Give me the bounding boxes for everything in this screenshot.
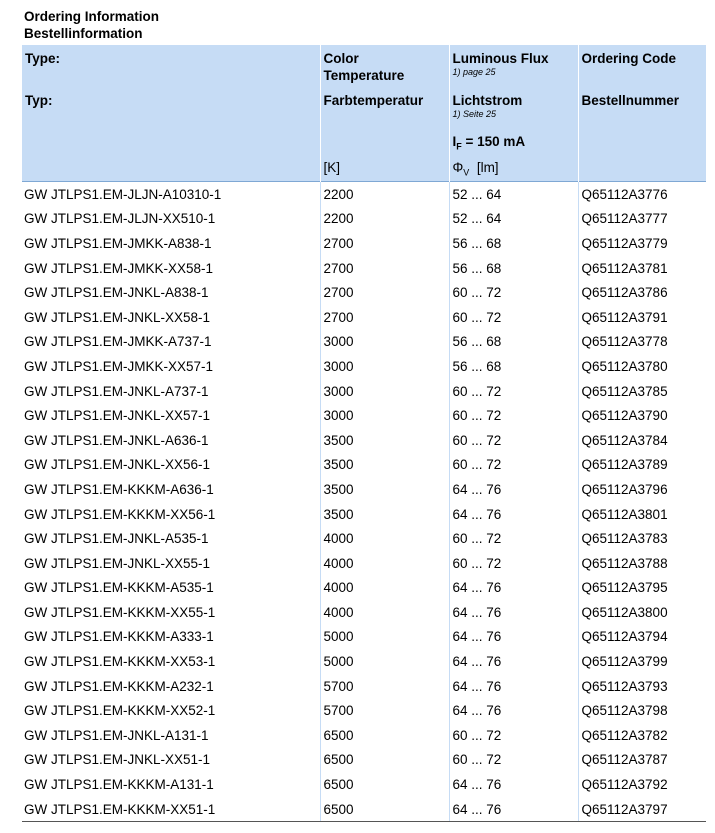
cell-luminous-flux: 60 ... 72: [449, 723, 578, 748]
cell-luminous-flux: 64 ... 76: [449, 576, 578, 601]
cell-color-temperature: 4000: [320, 526, 449, 551]
cell-type: GW JTLPS1.EM-JNKL-A131-1: [24, 727, 209, 743]
table-row: [22, 453, 706, 478]
cell-color-temperature: 3500: [320, 502, 449, 527]
table-row: [22, 526, 706, 551]
cell-color-temperature: 2700: [320, 305, 449, 330]
header-type-en: Type:: [25, 51, 61, 66]
cell-luminous-flux: 64 ... 76: [449, 625, 578, 650]
cell-color-temperature: 3500: [320, 477, 449, 502]
table-row: [22, 797, 706, 822]
cell-type: GW JTLPS1.EM-JNKL-XX55-1: [24, 555, 211, 571]
header-color-temperature: [320, 45, 449, 182]
cell-ordering-code: Q65112A3776: [578, 182, 706, 207]
cell-type: GW JTLPS1.EM-JNKL-XX57-1: [24, 408, 211, 424]
cell-ordering-code: Q65112A3789: [578, 453, 706, 478]
cell-type: GW JTLPS1.EM-JNKL-XX56-1: [24, 457, 211, 473]
header-ordering-code: [578, 45, 706, 182]
header-flux-en-footnote: 1) page 25: [452, 67, 496, 77]
header-cct-en: [324, 50, 405, 84]
table-row: [22, 748, 706, 773]
cell-color-temperature: 4000: [320, 576, 449, 601]
cell-type: GW JTLPS1.EM-KKKM-XX51-1: [22, 797, 320, 822]
cell-type: GW JTLPS1.EM-JNKL-A838-1: [24, 285, 209, 301]
cell-luminous-flux: 60 ... 72: [449, 551, 578, 576]
cell-luminous-flux: 64 ... 76: [449, 600, 578, 625]
table-row: [22, 477, 706, 502]
header-code-de: Bestellnummer: [581, 93, 680, 108]
table-row: [22, 354, 706, 379]
table-row: [22, 674, 706, 699]
cell-type: GW JTLPS1.EM-KKKM-A333-1: [24, 629, 214, 645]
cell-luminous-flux: 56 ... 68: [449, 231, 578, 256]
cell-type: GW JTLPS1.EM-KKKM-XX52-1: [24, 703, 216, 719]
cell-ordering-code: Q65112A3787: [578, 748, 706, 773]
cell-type: GW JTLPS1.EM-KKKM-A232-1: [24, 678, 214, 694]
header-flux-unit: [453, 160, 499, 178]
cell-luminous-flux: 60 ... 72: [449, 428, 578, 453]
cell-luminous-flux: 64 ... 76: [449, 698, 578, 723]
cell-ordering-code: Q65112A3790: [578, 403, 706, 428]
table-row: [22, 330, 706, 355]
cell-ordering-code: Q65112A3784: [578, 428, 706, 453]
ordering-table: [22, 45, 706, 822]
cell-luminous-flux: 56 ... 68: [449, 354, 578, 379]
table-row: [22, 182, 706, 207]
table-row: [22, 256, 706, 281]
header-flux-en: [453, 50, 549, 78]
cell-color-temperature: 2700: [320, 280, 449, 305]
cell-luminous-flux: 56 ... 68: [449, 330, 578, 355]
cell-color-temperature: 2700: [320, 256, 449, 281]
cell-ordering-code: Q65112A3798: [578, 698, 706, 723]
cell-ordering-code: Q65112A3786: [578, 280, 706, 305]
header-luminous-flux: [449, 45, 578, 182]
cell-type: GW JTLPS1.EM-JMKK-XX57-1: [24, 358, 214, 374]
cell-color-temperature: 3000: [320, 403, 449, 428]
cell-luminous-flux: 64 ... 76: [449, 797, 578, 822]
table-row: [22, 723, 706, 748]
cell-type: GW JTLPS1.EM-KKKM-XX53-1: [24, 654, 216, 670]
cell-luminous-flux: 64 ... 76: [449, 649, 578, 674]
cell-type: GW JTLPS1.EM-KKKM-XX55-1: [24, 604, 216, 620]
cell-ordering-code: Q65112A3791: [578, 305, 706, 330]
table-header-row: [22, 45, 706, 182]
table-row: [22, 207, 706, 232]
table-row: [22, 428, 706, 453]
cell-color-temperature: 2200: [320, 207, 449, 232]
table-row: [22, 576, 706, 601]
cell-ordering-code: Q65112A3781: [578, 256, 706, 281]
table-row: [22, 551, 706, 576]
header-cct-de: Farbtemperatur: [323, 93, 424, 108]
condition-symbol: I: [452, 134, 457, 149]
table-row: [22, 600, 706, 625]
header-type-de: Typ:: [25, 93, 53, 108]
table-row: [22, 280, 706, 305]
flux-symbol: Φ: [452, 160, 464, 175]
heading-english: Ordering Information: [24, 9, 159, 24]
table-row: [22, 625, 706, 650]
section-heading: [24, 8, 159, 42]
cell-ordering-code: Q65112A3800: [578, 600, 706, 625]
cell-color-temperature: 6500: [320, 748, 449, 773]
cell-type: GW JTLPS1.EM-JNKL-A737-1: [24, 383, 209, 399]
cell-color-temperature: 3000: [320, 354, 449, 379]
cell-color-temperature: 4000: [320, 600, 449, 625]
cell-ordering-code: Q65112A3778: [578, 330, 706, 355]
cell-luminous-flux: 56 ... 68: [449, 256, 578, 281]
cell-ordering-code: Q65112A3795: [578, 576, 706, 601]
table-row: [22, 305, 706, 330]
table-row: [22, 649, 706, 674]
cell-luminous-flux: 60 ... 72: [449, 403, 578, 428]
header-flux-de-label: Lichtstrom: [452, 93, 523, 108]
cell-luminous-flux: 64 ... 76: [449, 674, 578, 699]
cell-type: GW JTLPS1.EM-JNKL-A535-1: [24, 531, 209, 547]
header-flux-en-label: Luminous Flux: [452, 51, 549, 66]
cell-luminous-flux: 60 ... 72: [449, 280, 578, 305]
flux-subscript: V: [463, 167, 470, 178]
cell-type: GW JTLPS1.EM-JMKK-A737-1: [24, 334, 212, 350]
cell-color-temperature: 3500: [320, 428, 449, 453]
cell-color-temperature: 3500: [320, 453, 449, 478]
cell-luminous-flux: 52 ... 64: [449, 207, 578, 232]
header-flux-de-footnote: 1) Seite 25: [452, 109, 497, 119]
table-row: [22, 231, 706, 256]
heading-german: Bestellinformation: [24, 26, 143, 41]
cell-luminous-flux: 60 ... 72: [449, 453, 578, 478]
cell-type: GW JTLPS1.EM-JNKL-A636-1: [24, 432, 209, 448]
cell-ordering-code: Q65112A3777: [578, 207, 706, 232]
cell-ordering-code: Q65112A3794: [578, 625, 706, 650]
cell-color-temperature: 3000: [320, 379, 449, 404]
cell-color-temperature: 5000: [320, 625, 449, 650]
cell-luminous-flux: 64 ... 76: [449, 772, 578, 797]
cell-luminous-flux: 60 ... 72: [449, 748, 578, 773]
cell-luminous-flux: 52 ... 64: [449, 182, 578, 207]
cell-ordering-code: Q65112A3779: [578, 231, 706, 256]
cell-ordering-code: Q65112A3797: [578, 797, 706, 822]
table-body: [22, 182, 706, 822]
cell-ordering-code: Q65112A3801: [578, 502, 706, 527]
condition-subscript: F: [456, 141, 462, 152]
cell-ordering-code: Q65112A3793: [578, 674, 706, 699]
cell-color-temperature: 6500: [320, 797, 449, 822]
cell-color-temperature: 6500: [320, 772, 449, 797]
cell-color-temperature: 3000: [320, 330, 449, 355]
cell-type: GW JTLPS1.EM-KKKM-A131-1: [24, 777, 214, 793]
header-cct-unit: [K]: [323, 160, 341, 175]
cell-type: GW JTLPS1.EM-KKKM-A535-1: [24, 580, 214, 596]
cell-luminous-flux: 60 ... 72: [449, 526, 578, 551]
table-row: [22, 698, 706, 723]
table-row: [22, 379, 706, 404]
table-row: [22, 403, 706, 428]
cell-color-temperature: 5000: [320, 649, 449, 674]
cell-luminous-flux: 60 ... 72: [449, 379, 578, 404]
header-flux-de: [453, 92, 523, 120]
condition-value: = 150 mA: [461, 134, 526, 149]
cell-type: GW JTLPS1.EM-JLJN-A10310-1: [22, 182, 320, 207]
header-cct-en-line2: Temperature: [323, 68, 405, 83]
header-type: [22, 45, 320, 182]
cell-ordering-code: Q65112A3783: [578, 526, 706, 551]
cell-luminous-flux: 64 ... 76: [449, 477, 578, 502]
header-cct-en-line1: Color: [323, 51, 359, 66]
cell-ordering-code: Q65112A3782: [578, 723, 706, 748]
cell-ordering-code: Q65112A3785: [578, 379, 706, 404]
cell-type: GW JTLPS1.EM-JMKK-XX58-1: [24, 260, 214, 276]
cell-type: GW JTLPS1.EM-KKKM-A636-1: [24, 481, 214, 497]
table-row: [22, 772, 706, 797]
cell-ordering-code: Q65112A3780: [578, 354, 706, 379]
table-row: [22, 502, 706, 527]
cell-color-temperature: 6500: [320, 723, 449, 748]
header-flux-condition: [453, 134, 526, 152]
cell-ordering-code: Q65112A3799: [578, 649, 706, 674]
cell-type: GW JTLPS1.EM-KKKM-XX56-1: [24, 506, 216, 522]
cell-type: GW JTLPS1.EM-JLJN-XX510-1: [24, 211, 216, 227]
cell-luminous-flux: 64 ... 76: [449, 502, 578, 527]
cell-ordering-code: Q65112A3796: [578, 477, 706, 502]
cell-ordering-code: Q65112A3788: [578, 551, 706, 576]
cell-ordering-code: Q65112A3792: [578, 772, 706, 797]
flux-unit: [lm]: [476, 160, 499, 175]
cell-type: GW JTLPS1.EM-JNKL-XX51-1: [24, 752, 211, 768]
cell-luminous-flux: 60 ... 72: [449, 305, 578, 330]
cell-type: GW JTLPS1.EM-JMKK-A838-1: [24, 235, 212, 251]
cell-color-temperature: 4000: [320, 551, 449, 576]
cell-color-temperature: 2700: [320, 231, 449, 256]
cell-color-temperature: 2200: [320, 182, 449, 207]
header-code-en: Ordering Code: [581, 51, 677, 66]
cell-color-temperature: 5700: [320, 674, 449, 699]
cell-type: GW JTLPS1.EM-JNKL-XX58-1: [24, 309, 211, 325]
cell-color-temperature: 5700: [320, 698, 449, 723]
